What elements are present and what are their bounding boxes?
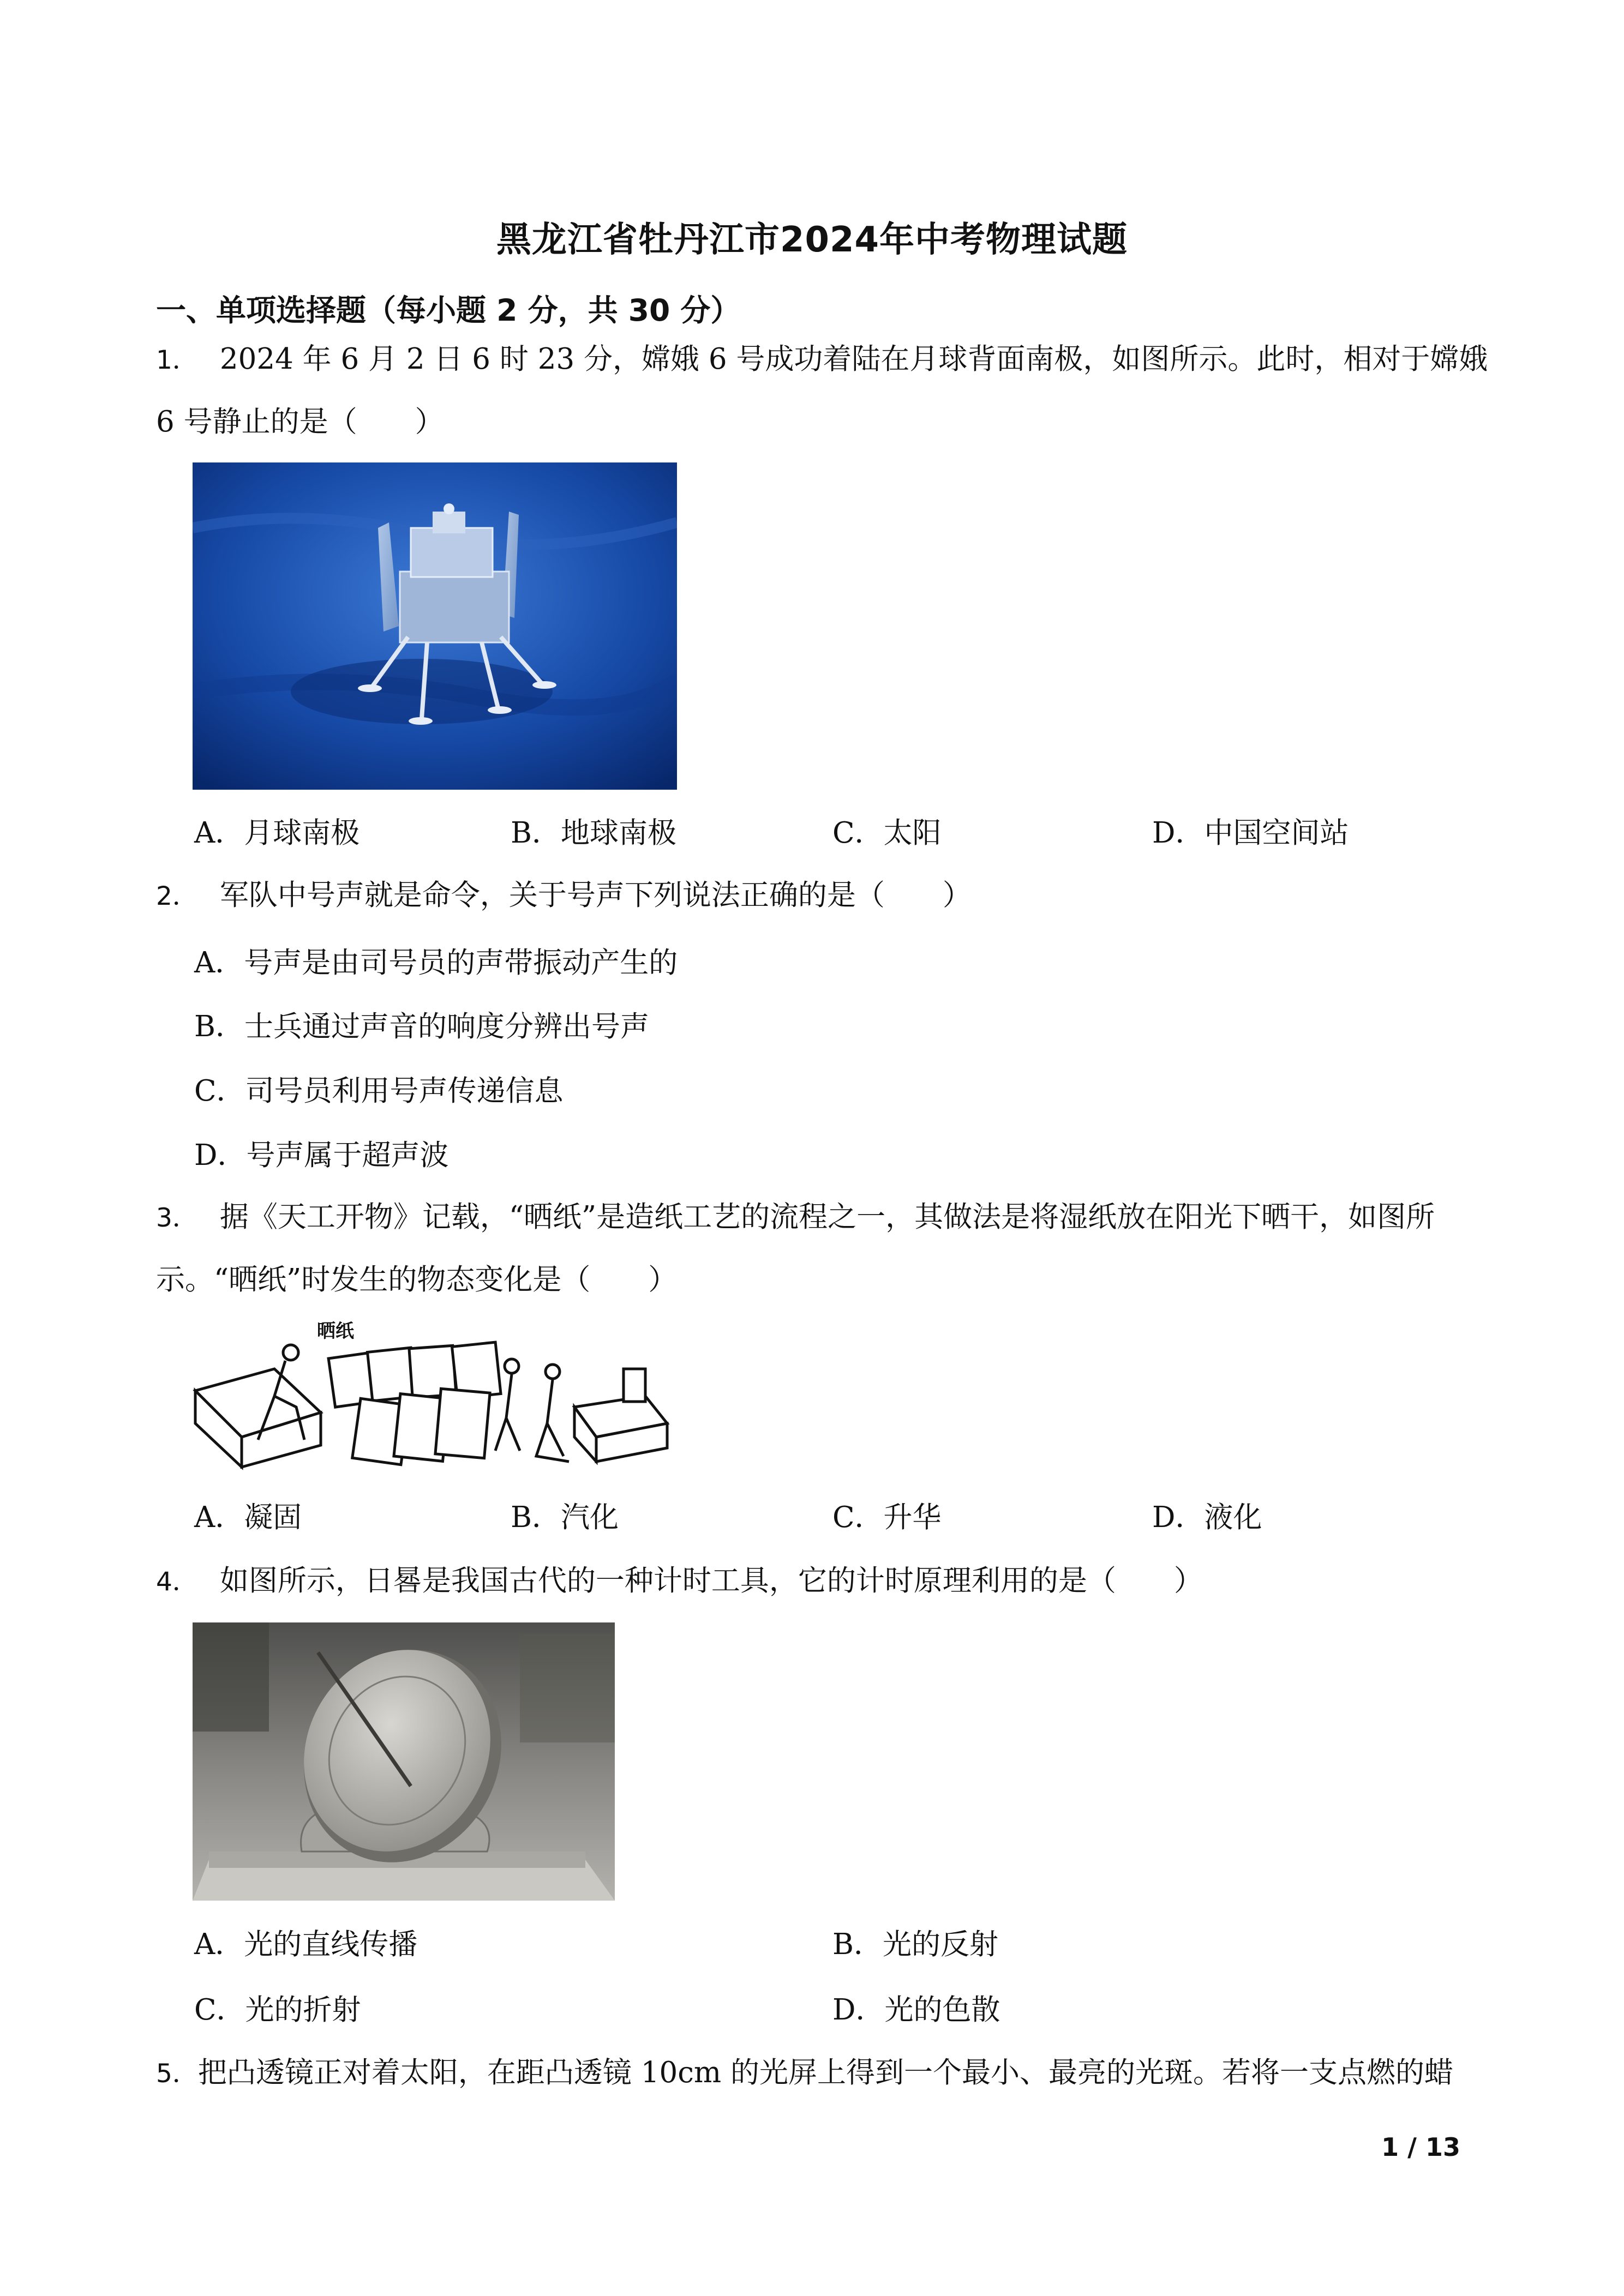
- option-1d[interactable]: D．中国空间站: [1152, 816, 1349, 850]
- question-3-number: 3．: [156, 1203, 198, 1233]
- option-2d[interactable]: D．号声属于超声波: [194, 1139, 449, 1172]
- question-1-number: 1．: [156, 345, 198, 375]
- page-number: 1 / 13: [1381, 2132, 1460, 2162]
- option-3b[interactable]: B．汽化: [511, 1501, 619, 1534]
- question-5-number: 5．: [156, 2059, 198, 2089]
- option-2c[interactable]: C．司号员利用号声传递信息: [194, 1074, 564, 1108]
- page-title: 黑龙江省牡丹江市2024年中考物理试题: [496, 220, 1128, 260]
- option-3d[interactable]: D．液化: [1152, 1501, 1262, 1534]
- sundial-photo: [193, 1622, 615, 1901]
- option-1a[interactable]: A．月球南极: [194, 816, 360, 850]
- question-1-line-1: 1． 2024 年 6 月 2 日 6 时 23 分，嫦娥 6 号成功着陆在月球背面南极，如图所示。此时，相对于嫦娥: [156, 342, 1488, 376]
- question-3-line-2: 示。“晒纸”时发生的物态变化是（ ）: [156, 1263, 678, 1296]
- option-3a[interactable]: A．凝固: [194, 1501, 302, 1534]
- option-1c[interactable]: C．太阳: [832, 816, 942, 850]
- option-4d[interactable]: D．光的色散: [832, 1993, 1000, 2027]
- option-2b[interactable]: B．士兵通过声音的响度分辨出号声: [194, 1010, 649, 1043]
- question-1-line-2: 6 号静止的是（ ）: [156, 405, 444, 438]
- section-heading: 一、单项选择题（每小题 2 分，共 30 分）: [156, 293, 741, 328]
- option-4b[interactable]: B．光的反射: [832, 1928, 998, 1961]
- question-3-line-1: 3． 据《天工开物》记载，“晒纸”是造纸工艺的流程之一，其做法是将湿纸放在阳光下晒干，如图所: [156, 1200, 1435, 1234]
- question-2-line-1: 2． 军队中号声就是命令，关于号声下列说法正确的是（ ）: [156, 879, 972, 912]
- question-2-number: 2．: [156, 881, 198, 911]
- option-1b[interactable]: B．地球南极: [511, 816, 676, 850]
- option-2a[interactable]: A．号声是由司号员的声带振动产生的: [194, 946, 678, 979]
- question-4-line-1: 4． 如图所示，日晷是我国古代的一种计时工具，它的计时原理利用的是（ ）: [156, 1564, 1203, 1597]
- figure-label: 晒纸: [317, 1320, 354, 1342]
- paper-drying-illustration: [193, 1314, 694, 1483]
- option-4c[interactable]: C．光的折射: [194, 1993, 361, 2027]
- option-3c[interactable]: C．升华: [832, 1501, 942, 1534]
- question-5-line-1: 5．把凸透镜正对着太阳，在距凸透镜 10cm 的光屏上得到一个最小、最亮的光斑。若将一支点燃的蜡: [156, 2056, 1453, 2089]
- question-4-number: 4．: [156, 1567, 198, 1597]
- option-4a[interactable]: A．光的直线传播: [194, 1928, 418, 1961]
- lunar-lander-image: [193, 462, 677, 790]
